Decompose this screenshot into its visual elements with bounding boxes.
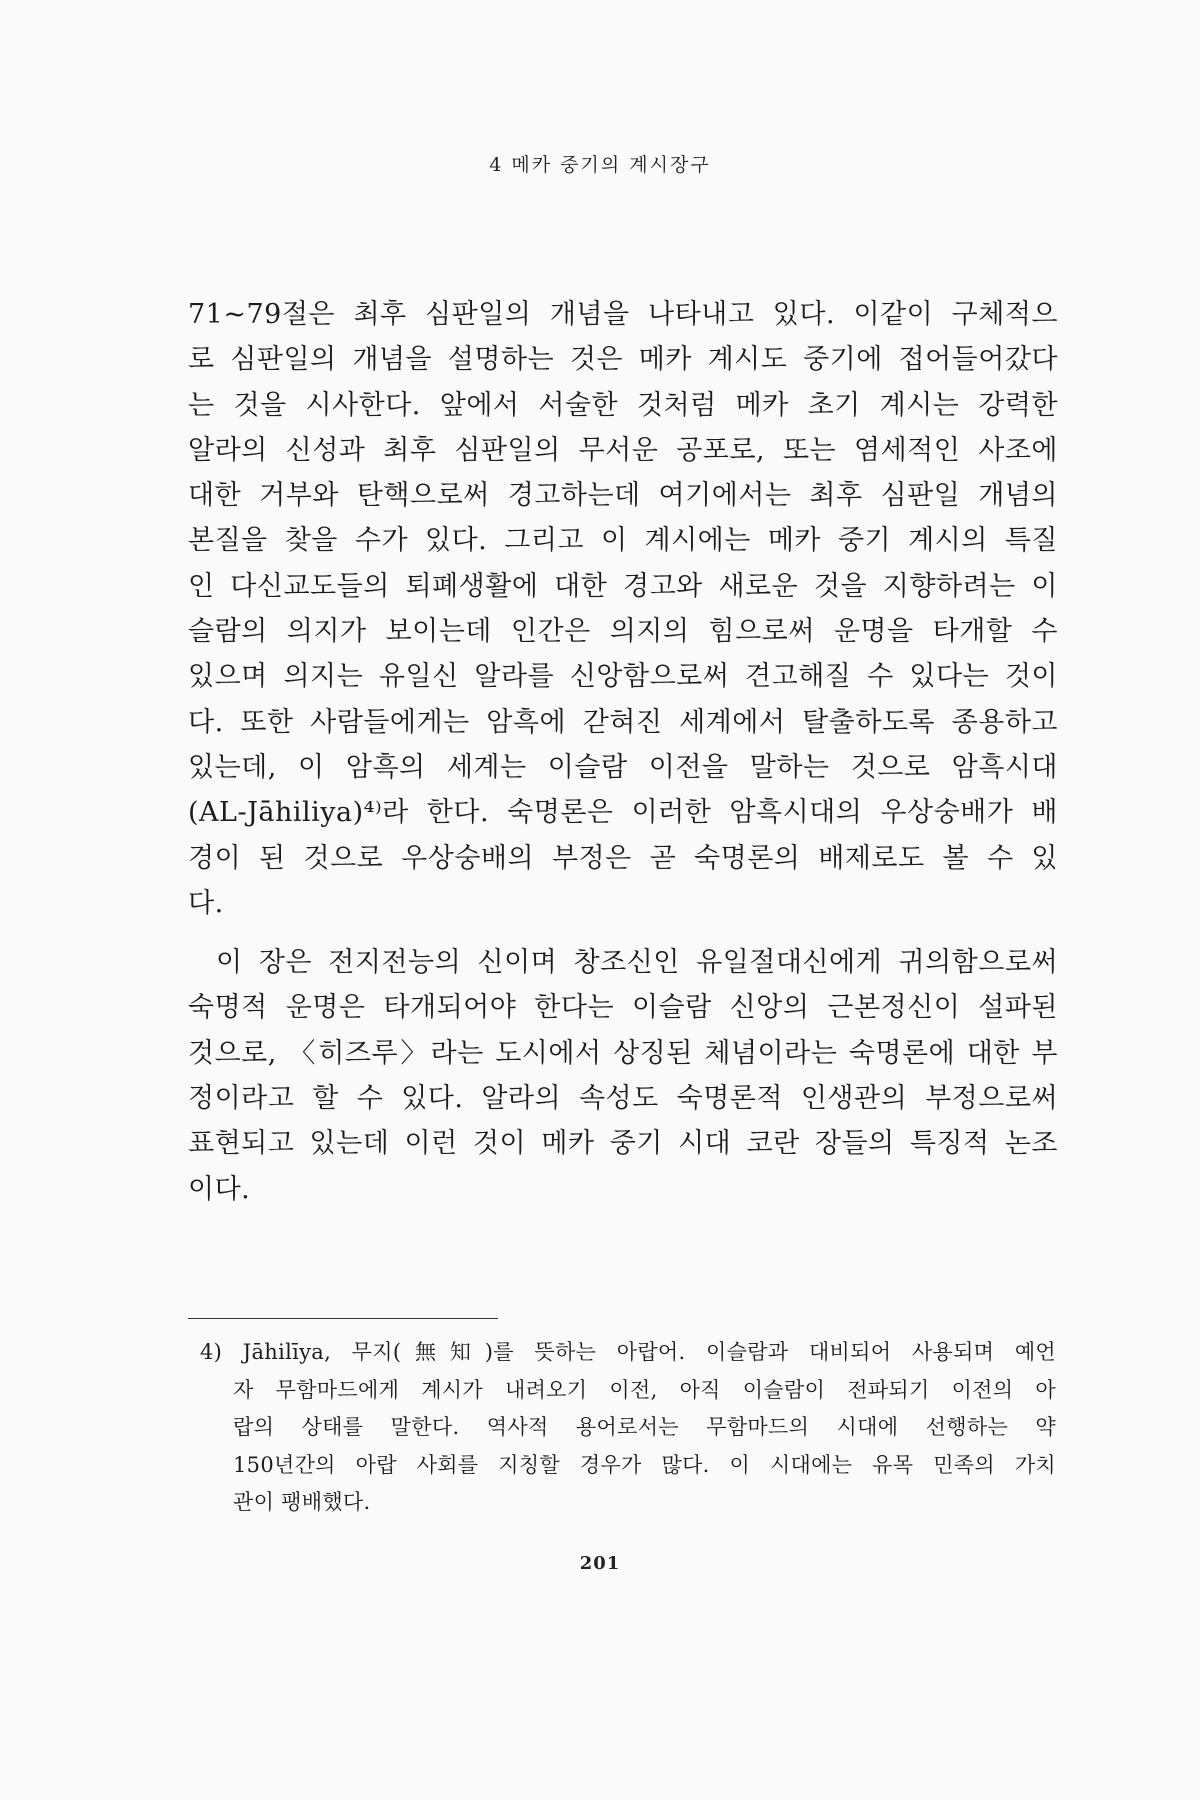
text-line: 이다. [188,1173,251,1205]
text-line: 는 것을 시사한다. 앞에서 서술한 것처럼 메카 초기 계시는 강력한 [188,389,1058,421]
text-line: 있는데, 이 암흑의 세계는 이슬람 이전을 말하는 것으로 암흑시대 [188,751,1058,783]
text-line: 다. [188,887,224,919]
text-line: 본질을 찾을 수가 있다. 그리고 이 계시에는 메카 중기 계시의 특질 [188,525,1058,557]
body-text [188,292,1058,1212]
text-line: 정이라고 할 수 있다. 알라의 속성도 숙명론적 인생관의 부정으로써 [188,1083,1058,1115]
footnote-divider [188,1318,498,1319]
text-line: 알라의 신성과 최후 심판일의 무서운 공포로, 또는 염세적인 사조에 [188,434,1058,466]
text-line: 인 다신교도들의 퇴폐생활에 대한 경고와 새로운 것을 지향하려는 이 [188,570,1058,602]
text-line: 대한 거부와 탄핵으로써 경고하는데 여기에서는 최후 심판일 개념의 [188,480,1058,512]
text-line: 로 심판일의 개념을 설명하는 것은 메카 계시도 중기에 접어들어갔다 [188,344,1058,376]
paragraph-2 [188,940,1058,1212]
text-line: 숙명적 운명은 타개되어야 한다는 이슬람 신앙의 근본정신이 설파된 [188,992,1058,1024]
text-line: 것으로, 〈히즈루〉라는 도시에서 상징된 체념이라는 숙명론에 대한 부 [188,1037,1058,1069]
footnote-line: 150년간의 아랍 사회를 지칭할 경우가 많다. 이 시대에는 유목 민족의 가치 [233,1452,1056,1477]
text-line: 있으며 의지는 유일신 알라를 신앙함으로써 견고해질 수 있다는 것이 [188,661,1058,693]
text-line: 경이 된 것으로 우상숭배의 부정은 곧 숙명론의 배제로도 볼 수 있 [188,842,1058,874]
text-line: 슬람의 의지가 보이는데 인간은 의지의 힘으로써 운명을 타개할 수 [188,616,1058,648]
running-header: 4 메카 중기의 계시장구 [489,154,711,176]
footnote-line: 랍의 상태를 말한다. 역사적 용어로서는 무함마드의 시대에 선행하는 약 [233,1415,1056,1439]
text-line: 표현되고 있는데 이런 것이 메카 중기 시대 코란 장들의 특징적 논조 [188,1128,1058,1160]
text-line: 이 장은 전지전능의 신이며 창조신인 유일절대신에게 귀의함으로써 [216,947,1058,979]
paragraph-1 [188,292,1058,926]
footnote [200,1334,1056,1522]
footnote-line: 관이 팽배했다. [233,1490,371,1514]
text-line: 다. 또한 사람들에게는 암흑에 갇혀진 세계에서 탈출하도록 종용하고 [188,706,1058,738]
text-line: (AL-Jāhiliya)⁴⁾라 한다. 숙명론은 이러한 암흑시대의 우상숭배가 배 [188,797,1058,829]
footnote-line: 자 무함마드에게 계시가 내려오기 이전, 아직 이슬람이 전파되기 이전의 아 [233,1377,1056,1402]
paragraph-gap [188,926,1058,940]
footnote-line: 4) Jāhilīya, 무지(無知)를 뜻하는 아랍어. 이슬람과 대비되어 사용되며 예언 [200,1340,1056,1364]
text-line: 71~79절은 최후 심판일의 개념을 나타내고 있다. 이같이 구체적으 [188,299,1058,330]
page-number: 201 [579,1553,621,1574]
